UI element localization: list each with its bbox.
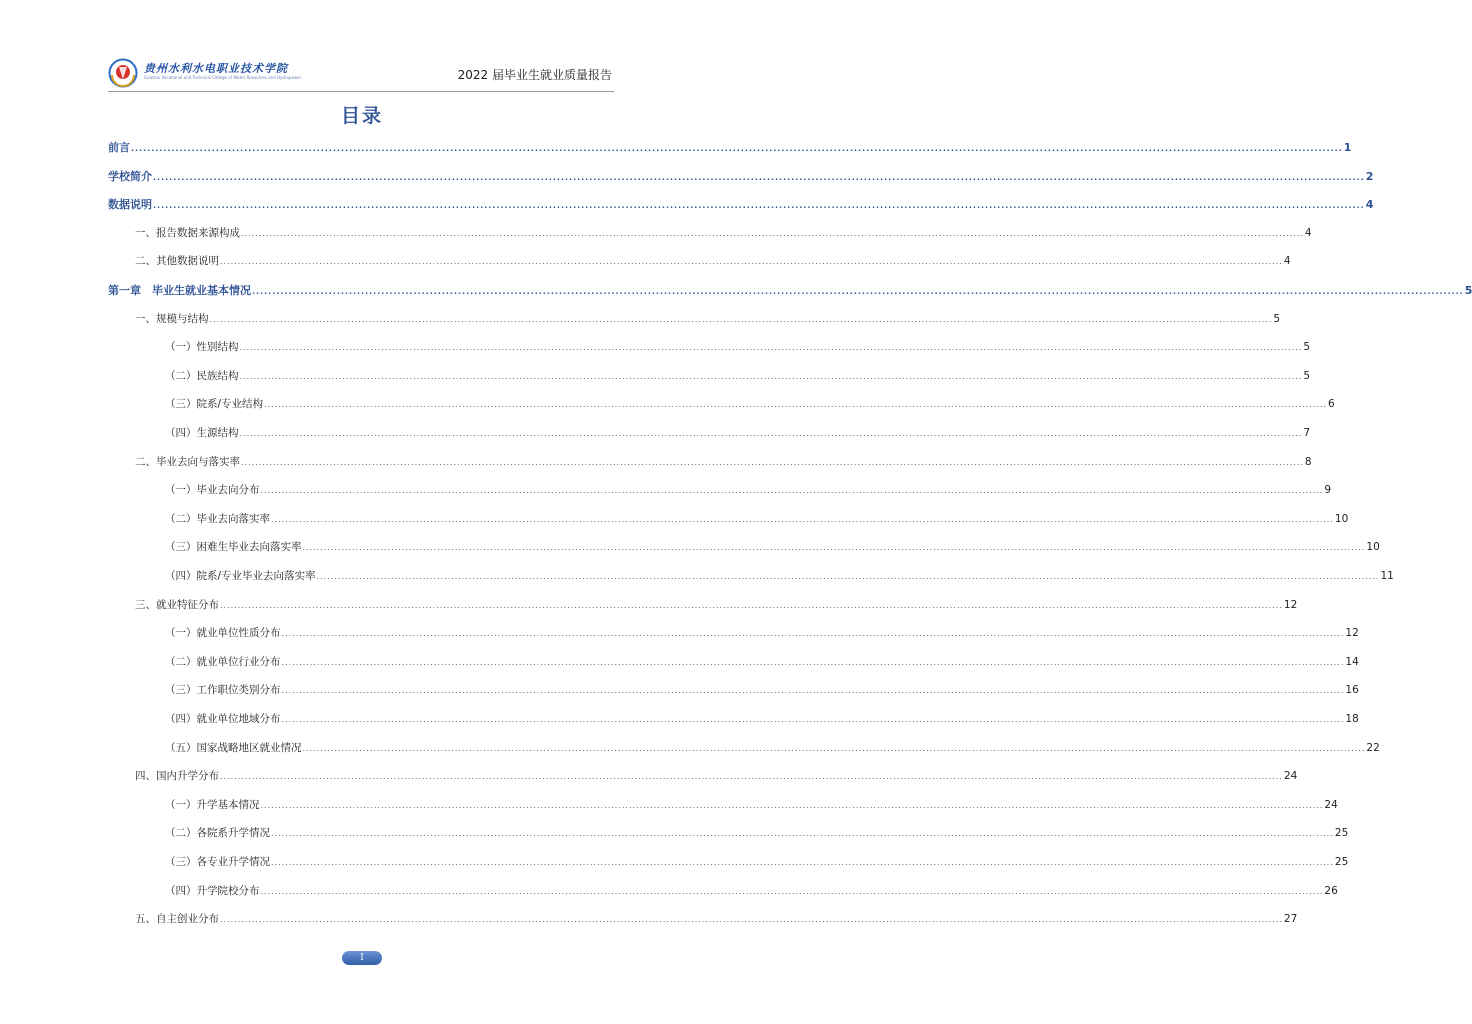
toc-entry-page: 5 <box>1303 369 1311 382</box>
toc-entry-page: 25 <box>1334 827 1349 840</box>
toc-entry[interactable] <box>165 539 1380 555</box>
toc-entry-label: 四、国内升学分布 <box>135 770 219 783</box>
toc-leader-dots: ............................................................................................................................................................................................................................................................................................................ <box>281 715 1345 724</box>
toc-entry[interactable] <box>135 768 1298 784</box>
toc-entry[interactable] <box>165 396 1335 412</box>
toc-entry-label: （二）就业单位行业分布 <box>165 655 281 668</box>
toc-entry-label: （二）民族结构 <box>165 369 239 382</box>
toc-entry-page: 5 <box>1303 341 1311 354</box>
toc-entry[interactable] <box>165 740 1380 756</box>
toc-entry-page: 4 <box>1365 198 1374 212</box>
toc-leader-dots: ............................................................................................................................................................................................................................................................................................................ <box>131 144 1343 153</box>
toc-entry-label: （一）升学基本情况 <box>165 798 260 811</box>
toc-entry-page: 4 <box>1283 255 1291 268</box>
toc-entry[interactable] <box>135 253 1291 269</box>
toc-entry-page: 14 <box>1345 655 1359 668</box>
toc-entry[interactable] <box>135 311 1281 327</box>
toc-entry-page: 4 <box>1304 226 1312 239</box>
toc-entry-page: 22 <box>1366 741 1380 754</box>
toc-leader-dots: ............................................................................................................................................................................................................................................................................................................ <box>241 457 1304 467</box>
toc-entry-page: 10 <box>1334 512 1349 525</box>
toc-entry-page: 18 <box>1345 713 1359 725</box>
toc-entry-label: 学校简介 <box>108 169 152 183</box>
toc-entry-page: 5 <box>1464 284 1472 297</box>
toc-leader-dots: ............................................................................................................................................................................................................................................................................................................ <box>220 772 1283 782</box>
toc-entry-page: 8 <box>1304 455 1312 468</box>
toc-entry[interactable] <box>108 139 1352 155</box>
toc-entry-label: 二、其他数据说明 <box>135 255 219 268</box>
toc-entry-label: （一）毕业去向分布 <box>165 484 260 497</box>
toc-leader-dots: ............................................................................................................................................................................................................................................................................................................ <box>271 514 1334 524</box>
toc-entry[interactable] <box>165 854 1349 870</box>
toc-leader-dots: ............................................................................................................................................................................................................................................................................................................ <box>281 686 1345 696</box>
school-logo-icon <box>108 58 138 88</box>
page-number-badge: I <box>342 951 382 965</box>
toc-leader-dots: ............................................................................................................................................................................................................................................................................................................ <box>220 257 1283 267</box>
toc-entry[interactable] <box>135 225 1312 241</box>
toc-entry-page: 10 <box>1366 541 1380 554</box>
toc-entry-page: 12 <box>1283 598 1298 611</box>
school-name: 贵州水利水电职业技术学院 <box>144 62 288 75</box>
school-name-en: Guizhou Vocational and Technical College of Water Resources and Hydropower <box>144 75 302 80</box>
toc-entry-label: （三）各专业升学情况 <box>165 856 270 868</box>
header-divider <box>108 91 614 92</box>
toc-leader-dots: ............................................................................................................................................................................................................................................................................................................ <box>264 400 1327 410</box>
toc-entry[interactable] <box>108 282 1472 298</box>
toc-leader-dots: ............................................................................................................................................................................................................................................................................................................ <box>153 172 1365 182</box>
page-header <box>108 58 612 88</box>
toc-entry-label: 前言 <box>108 141 130 154</box>
toc-entry-label: （四）就业单位地域分布 <box>165 713 281 725</box>
toc-leader-dots: ............................................................................................................................................................................................................................................................................................................ <box>239 371 1303 381</box>
toc-entry-page: 16 <box>1345 684 1359 697</box>
toc-entry-page: 26 <box>1324 884 1338 897</box>
toc-entry-page: 25 <box>1334 856 1349 868</box>
toc-entry-label: （三）工作职位类别分布 <box>165 684 281 697</box>
toc-entry-page: 2 <box>1365 169 1374 183</box>
toc-entry-page: 11 <box>1380 570 1394 582</box>
toc-entry-label: （一）就业单位性质分布 <box>165 627 281 640</box>
toc-entry-label: （四）生源结构 <box>165 427 239 439</box>
toc-entry-label: （四）院系/专业毕业去向落实率 <box>165 570 316 582</box>
toc-entry-label: 五、自主创业分布 <box>135 913 219 926</box>
toc-leader-dots: ............................................................................................................................................................................................................................................................................................................ <box>220 600 1283 610</box>
toc-entry-label: （二）毕业去向落实率 <box>165 512 270 525</box>
report-title: 2022 届毕业生就业质量报告 <box>457 68 612 82</box>
toc-entry[interactable] <box>135 911 1298 927</box>
toc-entry-label: 一、规模与结构 <box>135 312 209 325</box>
toc-entry[interactable] <box>108 168 1374 184</box>
toc-leader-dots: ............................................................................................................................................................................................................................................................................................................ <box>271 858 1334 867</box>
toc-entry-page: 27 <box>1283 913 1298 926</box>
toc-entry[interactable] <box>165 682 1359 698</box>
toc-entry-label: 一、报告数据来源构成 <box>135 226 240 239</box>
toc-leader-dots: ............................................................................................................................................................................................................................................................................................................ <box>239 429 1303 438</box>
toc-entry[interactable] <box>165 511 1349 527</box>
toc-entry[interactable] <box>165 825 1349 841</box>
toc-leader-dots: ............................................................................................................................................................................................................................................................................................................ <box>271 829 1334 839</box>
toc-entry[interactable] <box>165 339 1311 355</box>
toc-leader-dots: ............................................................................................................................................................................................................................................................................................................ <box>302 743 1366 753</box>
toc-leader-dots: ............................................................................................................................................................................................................................................................................................................ <box>252 287 1464 296</box>
toc-entry[interactable] <box>135 597 1298 613</box>
toc-entry-page: 1 <box>1343 141 1352 154</box>
toc-entry[interactable] <box>165 711 1359 727</box>
toc-leader-dots: ............................................................................................................................................................................................................................................................................................................ <box>220 915 1283 925</box>
toc-entry-label: （三）院系/专业结构 <box>165 398 264 411</box>
toc-entry[interactable] <box>165 797 1338 813</box>
toc-entry-label: 三、就业特征分布 <box>135 598 219 611</box>
toc-entry[interactable] <box>135 454 1312 470</box>
toc-entry-label: 数据说明 <box>108 198 152 212</box>
toc-entry-label: （三）困难生毕业去向落实率 <box>165 541 302 554</box>
toc-leader-dots: ............................................................................................................................................................................................................................................................................................................ <box>241 228 1304 238</box>
toc-leader-dots: ............................................................................................................................................................................................................................................................................................................ <box>153 201 1365 211</box>
toc-leader-dots: ............................................................................................................................................................................................................................................................................................................ <box>260 486 1324 496</box>
toc-entry-label: （一）性别结构 <box>165 341 239 354</box>
toc-leader-dots: ............................................................................................................................................................................................................................................................................................................ <box>209 314 1273 324</box>
toc-entry[interactable] <box>108 196 1374 212</box>
toc-entry-label: 第一章 毕业生就业基本情况 <box>108 284 251 297</box>
toc-entry[interactable] <box>165 654 1359 670</box>
toc-entry-page: 12 <box>1345 627 1359 640</box>
toc-leader-dots: ............................................................................................................................................................................................................................................................................................................ <box>260 886 1324 896</box>
toc-leader-dots: ............................................................................................................................................................................................................................................................................................................ <box>302 543 1366 553</box>
toc-entry[interactable] <box>165 425 1311 441</box>
toc-leader-dots: ............................................................................................................................................................................................................................................................................................................ <box>316 572 1380 581</box>
toc-entry-label: （五）国家战略地区就业情况 <box>165 741 302 754</box>
toc-entry-page: 5 <box>1273 312 1281 325</box>
toc-entry-label: （二）各院系升学情况 <box>165 827 270 840</box>
toc-entry-label: 二、毕业去向与落实率 <box>135 455 240 468</box>
toc-entry[interactable] <box>165 482 1332 498</box>
toc-entry-label: （四）升学院校分布 <box>165 884 260 897</box>
toc-entry[interactable] <box>165 568 1394 584</box>
toc-leader-dots: ............................................................................................................................................................................................................................................................................................................ <box>260 800 1324 810</box>
toc-entry-page: 24 <box>1283 770 1298 783</box>
toc-title: 目录 <box>340 105 383 127</box>
toc-leader-dots: ............................................................................................................................................................................................................................................................................................................ <box>281 629 1345 639</box>
toc-entry-page: 9 <box>1324 484 1332 497</box>
toc-entry-page: 7 <box>1303 427 1311 439</box>
toc-leader-dots: ............................................................................................................................................................................................................................................................................................................ <box>239 343 1303 353</box>
toc-entry[interactable] <box>165 368 1311 384</box>
toc-entry[interactable] <box>165 883 1338 899</box>
toc-leader-dots: ............................................................................................................................................................................................................................................................................................................ <box>281 657 1345 667</box>
toc-entry-page: 6 <box>1327 398 1335 411</box>
toc-entry[interactable] <box>165 625 1359 641</box>
toc-entry-page: 24 <box>1324 798 1338 811</box>
